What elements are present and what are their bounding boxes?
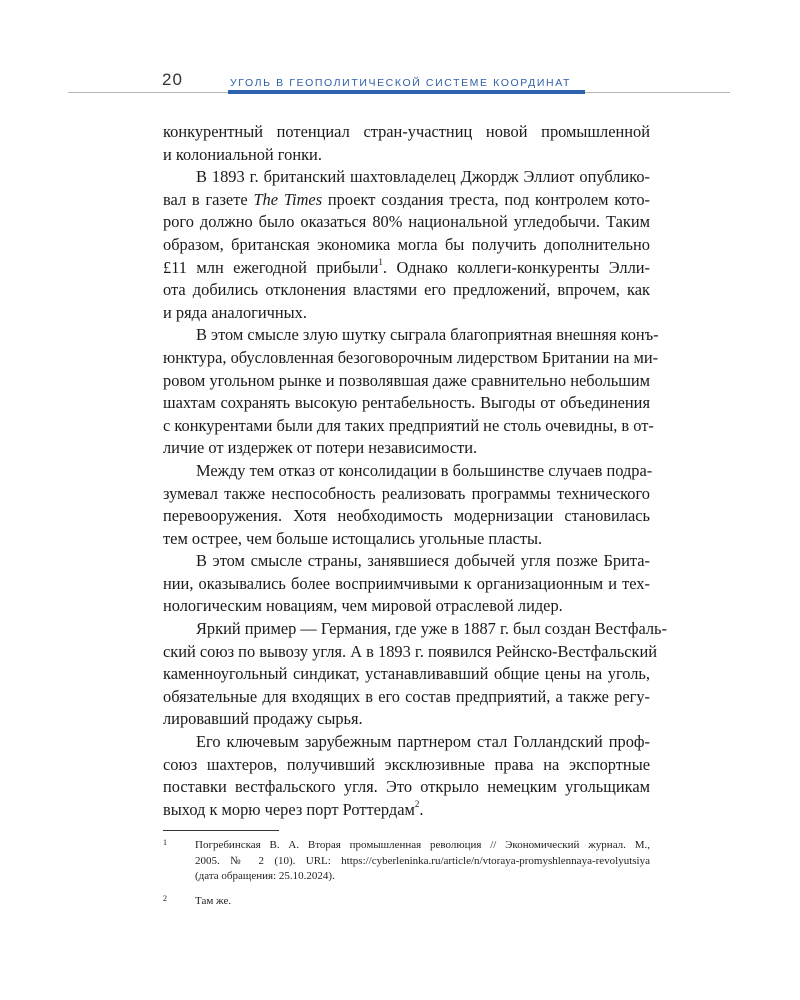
footnote-line: (дата обращения: 25.10.2024). [195, 870, 335, 883]
text-line: ский союз по вывозу угля. А в 1893 г. появился Рейнско-Вестфальский [163, 641, 658, 661]
paragraph-5 [163, 550, 650, 618]
text-line: лировавший продажу сырья. [163, 709, 363, 729]
header-accent-bar [228, 90, 585, 94]
text-line: образом, британская экономика могла бы получить дополнительно [163, 234, 650, 254]
paragraph-3 [163, 324, 659, 460]
text-line [163, 257, 650, 280]
newspaper-title: The Times [253, 189, 323, 209]
text-line: перевооружения. Хотя необходимость модернизации становилась [163, 506, 650, 526]
text-line: обязательные для входящих в его состав предприятий, а также регу- [163, 686, 650, 706]
footnote-line: Погребинская В. А. Вторая промышленная революция // Экономический журнал. М., [195, 839, 650, 851]
text-line: и ряда аналогичных. [163, 302, 307, 322]
running-header [0, 0, 800, 100]
text-fragment: вал в газете [163, 189, 254, 209]
paragraph-1 [163, 121, 650, 166]
text-line: шахтам сохранять высокую рентабельность. Выгоды от объединения [163, 393, 650, 413]
text-line: ота добились отклонения властями его предложений, впрочем, как [163, 280, 650, 300]
paragraph-2 [163, 166, 650, 324]
text-fragment: £11 млн ежегодной прибыли [163, 257, 379, 277]
text-line: Яркий пример — Германия, где уже в 1887 г. был создан Вестфаль- [196, 619, 667, 639]
footnote-mark: 2 [163, 893, 167, 903]
text-line: Между тем отказ от консолидации в большинстве случаев подра- [196, 460, 653, 480]
page-number: 20 [162, 70, 183, 89]
footnote-separator [163, 830, 279, 831]
text-line [163, 799, 650, 822]
text-fragment: . Однако коллеги-конкуренты Элли- [382, 257, 650, 277]
footnote-mark: 1 [163, 838, 167, 847]
text-line [163, 189, 650, 212]
footnote-2 [163, 894, 650, 910]
text-line: поставки вестфальского угля. Это открыло немецким угольщикам [163, 777, 650, 797]
text-line: рого должно было оказаться 80% национальной угледобычи. Таким [163, 212, 650, 232]
text-line: юнктура, обусловленная безоговорочным лидерством Британии на ми- [163, 347, 659, 367]
paragraph-4 [163, 460, 653, 550]
text-line: с конкурентами были для таких предприятий не столь очевидны, в от- [163, 415, 654, 435]
text-line: нологическим новациям, чем мировой отраслевой лидер. [163, 596, 563, 616]
text-line: союз шахтеров, получивший эксклюзивные права на экспортные [163, 754, 650, 774]
text-line: нии, оказывались более восприимчивыми к организационным и тех- [163, 573, 650, 593]
body-text [163, 121, 667, 821]
text-line: Его ключевым зарубежным партнером стал Голландский проф- [196, 732, 650, 752]
footnotes [163, 838, 650, 918]
running-title: УГОЛЬ В ГЕОПОЛИТИЧЕСКОЙ СИСТЕМЕ КООРДИНАТ [230, 77, 572, 89]
text-line: В 1893 г. британский шахтовладелец Джордж Эллиот опублико- [196, 167, 650, 187]
text-line: В этом смысле злую шутку сыграла благоприятная внешняя конъ- [196, 325, 659, 345]
text-line: тем острее, чем больше истощались угольные пласты. [163, 528, 543, 548]
text-line: личие от издержек от потери независимости. [163, 438, 478, 458]
text-fragment: проект создания треста, под контролем кото- [322, 189, 650, 209]
text-line: зумевал также неспособность реализовать программы технического [163, 483, 650, 503]
text-line: и колониальной гонки. [163, 144, 322, 164]
footnote-ref-1[interactable]: 1 [378, 257, 383, 268]
footnote-line: Там же. [195, 894, 232, 907]
footnote-url-line[interactable]: 2005. № 2 (10). URL: https://cyberleninka.ru/article/n/vtoraya-promyshlennaya-revolyutsiya [195, 854, 650, 867]
text-line: ровом угольном рынке и позволявшая даже сравнительно небольшим [163, 370, 650, 390]
text-line: каменноугольный синдикат, устанавливавший общие цены на уголь, [163, 664, 650, 684]
text-fragment: . [419, 799, 424, 819]
text-fragment: выход к морю через порт Роттердам [163, 799, 415, 819]
footnote-1 [163, 838, 650, 885]
paragraph-7 [163, 731, 650, 821]
footnote-ref-2[interactable]: 2 [414, 799, 420, 810]
text-line: В этом смысле страны, занявшиеся добычей угля позже Брита- [196, 551, 650, 571]
text-line: конкурентный потенциал стран-участниц новой промышленной [163, 122, 650, 141]
paragraph-6 [163, 618, 667, 731]
